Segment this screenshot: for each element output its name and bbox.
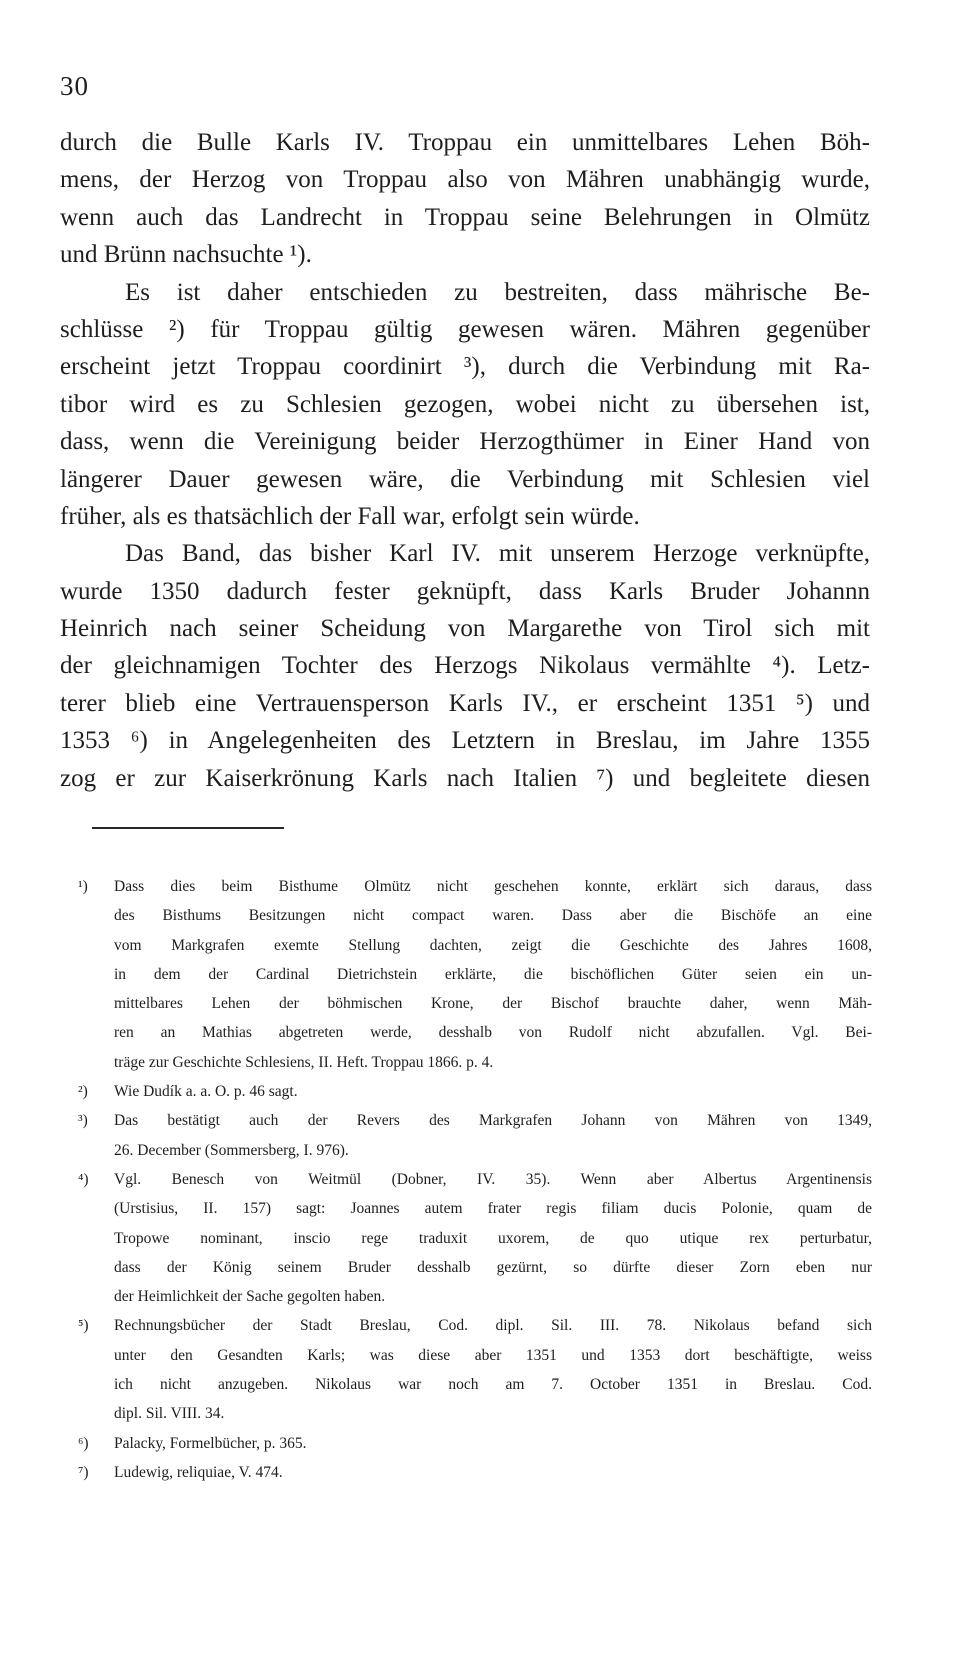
footnote-line: der Heimlichkeit der Sache gegolten haben. <box>114 1288 386 1306</box>
body-line: Es ist daher entschieden zu bestreiten, dass mährische Be- <box>125 278 870 306</box>
footnote-line: Tropowe nominant, inscio rege traduxit uxorem, de quo utique rex perturbatur, <box>114 1229 872 1247</box>
footnote-line: vom Markgrafen exemte Stellung dachten, zeigt die Geschichte des Jahres 1608, <box>114 936 872 954</box>
body-line: dass, wenn die Vereinigung beider Herzogthümer in Einer Hand von <box>60 428 870 456</box>
footnote-marker: ³) <box>78 1112 88 1130</box>
footnote-line: (Urstisius, II. 157) sagt: Joannes autem frater regis filiam ducis Polonie, quam de <box>114 1200 872 1218</box>
body-line: Das Band, das bisher Karl IV. mit unserem Herzoge verknüpfte, <box>125 540 870 568</box>
body-line: früher, als es thatsächlich der Fall war, erfolgt sein würde. <box>60 502 640 530</box>
body-line: und Brünn nachsuchte ¹). <box>60 241 312 269</box>
footnote-line: Palacky, Formelbücher, p. 365. <box>114 1434 307 1452</box>
footnote-line: Dass dies beim Bisthume Olmütz nicht geschehen konnte, erklärt sich daraus, dass <box>114 878 872 895</box>
body-line: 1353 ⁶) in Angelegenheiten des Letztern in Breslau, im Jahre 1355 <box>60 727 870 755</box>
footnote-line: dipl. Sil. VIII. 34. <box>114 1405 225 1423</box>
footnote-4 <box>78 1165 872 1194</box>
footnote-line: ren an Mathias abgetreten werde, desshalb von Rudolf nicht abzufallen. Vgl. Bei- <box>114 1024 872 1042</box>
footnote-5 <box>78 1311 872 1340</box>
footnote-6 <box>78 1429 872 1458</box>
body-line: durch die Bulle Karls IV. Troppau ein unmittelbares Lehen Böh- <box>60 129 870 156</box>
footnote-marker: ⁷) <box>78 1463 89 1481</box>
footnote-marker: ²) <box>78 1083 88 1101</box>
body-line: tibor wird es zu Schlesien gezogen, wobei nicht zu übersehen ist, <box>60 390 870 418</box>
body-line: wurde 1350 dadurch fester geknüpft, dass Karls Bruder Johannn <box>60 577 870 605</box>
footnote-line: dass der König seinem Bruder desshalb gezürnt, so dürfte dieser Zorn eben nur <box>114 1258 872 1276</box>
footnote-divider <box>92 827 284 829</box>
footnote-marker: ⁵) <box>78 1317 89 1335</box>
body-line: Heinrich nach seiner Scheidung von Margarethe von Tirol sich mit <box>60 615 870 643</box>
footnote-3 <box>78 1106 872 1135</box>
footnote-line: mittelbares Lehen der böhmischen Krone, der Bischof brauchte daher, wenn Mäh- <box>114 995 872 1013</box>
body-line: erscheint jetzt Troppau coordinirt ³), durch die Verbindung mit Ra- <box>60 353 870 381</box>
body-line: mens, der Herzog von Troppau also von Mähren unabhängig wurde, <box>60 166 870 194</box>
body-line: längerer Dauer gewesen wäre, die Verbindung mit Schlesien viel <box>60 465 870 493</box>
body-line: schlüsse ²) für Troppau gültig gewesen wären. Mähren gegenüber <box>60 315 870 343</box>
body-line: zog er zur Kaiserkrönung Karls nach Italien ⁷) und begleitete diesen <box>60 764 870 792</box>
body-text <box>60 124 870 797</box>
footnote-7 <box>78 1458 872 1487</box>
footnote-1 <box>78 872 872 901</box>
footnote-line: 26. December (Sommersberg, I. 976). <box>114 1141 349 1159</box>
footnote-line: in dem der Cardinal Dietrichstein erklärte, die bischöflichen Güter seien ein un- <box>114 965 872 983</box>
footnote-line: Rechnungsbücher der Stadt Breslau, Cod. dipl. Sil. III. 78. Nikolaus befand sich <box>114 1317 872 1335</box>
footnote-marker: ⁶) <box>78 1434 89 1452</box>
footnote-2 <box>78 1077 872 1106</box>
footnote-line: Ludewig, reliquiae, V. 474. <box>114 1463 283 1481</box>
footnote-line: Vgl. Benesch von Weitmül (Dobner, IV. 35). Wenn aber Albertus Argentinensis <box>114 1170 872 1188</box>
body-line: wenn auch das Landrecht in Troppau seine Belehrungen in Olmütz <box>60 203 870 231</box>
body-line: terer blieb eine Vertrauensperson Karls IV., er erscheint 1351 ⁵) und <box>60 689 870 717</box>
footnote-line: ich nicht anzugeben. Nikolaus war noch am 7. October 1351 in Breslau. Cod. <box>114 1376 872 1394</box>
footnote-line: unter den Gesandten Karls; was diese aber 1351 und 1353 dort beschäftigte, weiss <box>114 1346 872 1364</box>
footnote-line: Wie Dudík a. a. O. p. 46 sagt. <box>114 1083 298 1101</box>
body-line: der gleichnamigen Tochter des Herzogs Nikolaus vermählte ⁴). Letz- <box>60 652 870 680</box>
footnote-marker: ⁴) <box>78 1170 89 1188</box>
footnotes <box>78 872 872 1487</box>
footnote-line: träge zur Geschichte Schlesiens, II. Heft. Troppau 1866. p. 4. <box>114 1053 494 1071</box>
footnote-line: des Bisthums Besitzungen nicht compact waren. Dass aber die Bischöfe an eine <box>114 907 872 925</box>
footnote-marker: ¹) <box>78 878 88 895</box>
page-number: 30 <box>60 71 89 101</box>
footnote-line: Das bestätigt auch der Revers des Markgrafen Johann von Mähren von 1349, <box>114 1112 872 1130</box>
